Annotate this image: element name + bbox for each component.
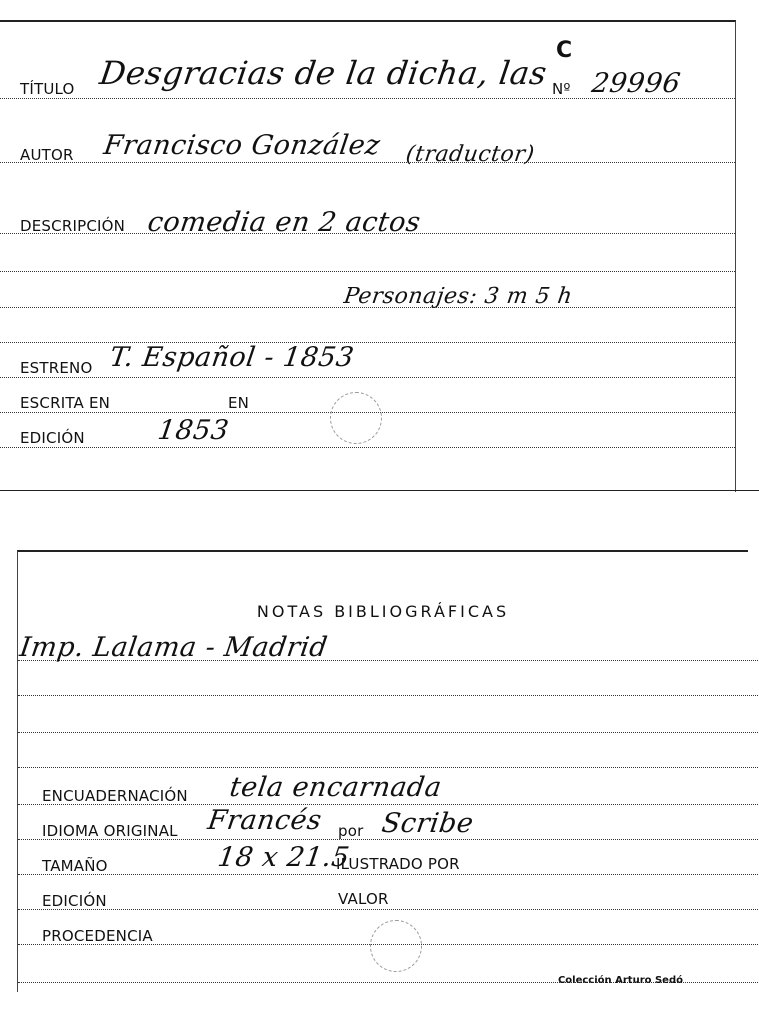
estreno-label: ESTRENO (20, 359, 93, 377)
rule (18, 874, 758, 875)
autor-value: Francisco González (101, 130, 383, 161)
idioma-label: IDIOMA ORIGINAL (42, 822, 178, 840)
encuadernacion-value: tela encarnada (227, 772, 444, 803)
encuadernacion-label: ENCUADERNACIÓN (42, 787, 188, 805)
tamano-value: 18 x 21.5 (215, 842, 352, 873)
autor-note: (traductor) (404, 142, 537, 167)
escrita-en-label: ESCRITA EN (20, 394, 111, 412)
idioma-value: Francés (205, 805, 324, 836)
ilustrado-label: ILUSTRADO POR (336, 855, 460, 873)
notas-title: NOTAS BIBLIOGRÁFICAS (256, 602, 510, 621)
collection-footer: Colección Arturo Sedó (557, 975, 683, 986)
descripcion-value: comedia en 2 actos (145, 207, 423, 238)
stamp-circle (370, 920, 422, 972)
card-edge (0, 490, 759, 491)
descripcion-label: DESCRIPCIÓN (20, 217, 126, 235)
titulo-label: TÍTULO (20, 80, 75, 98)
rule (18, 732, 758, 733)
por-value: Scribe (379, 808, 476, 839)
edicion-label-2: EDICIÓN (42, 892, 107, 910)
numero-value: 29996 (589, 68, 683, 99)
valor-label: VALOR (338, 890, 389, 908)
catalog-card-bottom (17, 550, 748, 992)
mark-glyph: C (556, 38, 573, 63)
rule (0, 377, 735, 378)
rule (0, 162, 735, 163)
procedencia-label: PROCEDENCIA (42, 927, 153, 945)
rule (0, 447, 735, 448)
edicion-label: EDICIÓN (20, 429, 85, 447)
titulo-value: Desgracias de la dicha, las (97, 54, 550, 92)
en-label: EN (228, 394, 250, 412)
rule (0, 342, 735, 343)
estreno-value: T. Español - 1853 (107, 342, 357, 373)
catalog-card-top (0, 20, 736, 492)
autor-label: AUTOR (20, 146, 74, 164)
numero-label: Nº (552, 80, 571, 98)
edicion-value: 1853 (155, 415, 231, 446)
tamano-label: TAMAÑO (42, 857, 108, 875)
rule (18, 767, 758, 768)
personajes-value: Personajes: 3 m 5 h (342, 284, 575, 309)
rule (18, 695, 758, 696)
stamp-circle (330, 392, 382, 444)
rule (18, 909, 758, 910)
notas-value: Imp. Lalama - Madrid (17, 632, 330, 663)
por-label: por (338, 822, 364, 840)
rule (0, 271, 735, 272)
